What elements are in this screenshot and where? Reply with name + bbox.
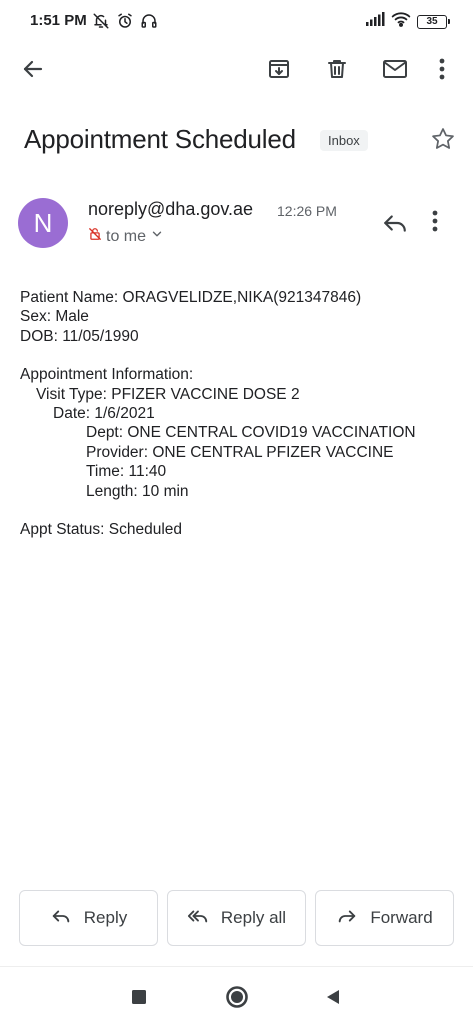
no-encryption-icon <box>88 227 102 246</box>
forward-icon <box>336 905 358 932</box>
wifi-icon <box>391 11 411 32</box>
back-arrow-icon[interactable] <box>18 54 48 84</box>
reply-icon[interactable] <box>382 210 410 238</box>
sender-email: noreply@dha.gov.ae <box>88 199 254 219</box>
provider-line: Provider: ONE CENTRAL PFIZER VACCINE <box>86 443 394 461</box>
email-toolbar <box>0 46 473 92</box>
length-line: Length: 10 min <box>86 482 189 500</box>
forward-button-label: Forward <box>370 908 433 927</box>
reply-all-button-label: Reply all <box>220 908 287 927</box>
signal-icon <box>365 12 385 31</box>
reply-button[interactable] <box>19 890 158 946</box>
back-triangle-icon[interactable] <box>321 985 345 1009</box>
message-more-icon[interactable] <box>432 210 452 238</box>
home-circle-icon[interactable] <box>225 985 249 1009</box>
delete-icon[interactable] <box>322 54 352 84</box>
reply-all-button[interactable] <box>167 890 306 946</box>
subject-row <box>24 122 459 162</box>
chevron-down-icon <box>150 227 164 246</box>
reply-all-icon <box>187 905 209 932</box>
status-time: 1:51 PM <box>30 12 87 29</box>
battery-icon: 35 <box>417 15 447 29</box>
recipient-details[interactable] <box>88 227 164 246</box>
email-subject: Appointment Scheduled <box>24 124 296 154</box>
archive-icon[interactable] <box>264 54 294 84</box>
sender-avatar[interactable]: N <box>18 198 68 248</box>
star-icon[interactable] <box>430 126 456 152</box>
visit-type-line: Visit Type: PFIZER VACCINE DOSE 2 <box>36 385 300 403</box>
sender-row <box>18 196 459 256</box>
mark-unread-icon[interactable] <box>380 54 410 84</box>
status-bar <box>0 0 473 42</box>
email-time: 12:26 PM <box>277 203 337 219</box>
system-nav-bar <box>0 966 473 1024</box>
status-line: Appt Status: Scheduled <box>20 521 183 539</box>
recipient-text: to me <box>106 227 147 245</box>
status-left-icons <box>92 12 158 35</box>
forward-button[interactable] <box>315 890 454 946</box>
dob-line: DOB: 11/05/1990 <box>20 327 139 345</box>
dept-line: Dept: ONE CENTRAL COVID19 VACCINATION <box>86 424 416 442</box>
reply-btn-icon <box>50 905 72 932</box>
alarm-icon <box>116 12 134 35</box>
sex-line: Sex: Male <box>20 308 89 326</box>
time-line: Time: 11:40 <box>86 463 167 481</box>
patient-name-line: Patient Name: ORAGVELIDZE,NIKA(921347846) <box>20 289 362 306</box>
action-buttons <box>19 890 454 948</box>
headset-icon <box>140 12 158 35</box>
date-line: Date: 1/6/2021 <box>53 405 155 423</box>
reply-button-label: Reply <box>83 908 128 927</box>
notifications-off-icon <box>92 12 110 35</box>
recents-square-icon[interactable] <box>127 985 151 1009</box>
more-vert-icon[interactable] <box>432 54 452 84</box>
email-body <box>20 288 463 539</box>
status-right-icons <box>365 11 447 32</box>
inbox-label-chip[interactable]: Inbox <box>320 130 368 151</box>
appointment-header-line: Appointment Information: <box>20 366 194 384</box>
